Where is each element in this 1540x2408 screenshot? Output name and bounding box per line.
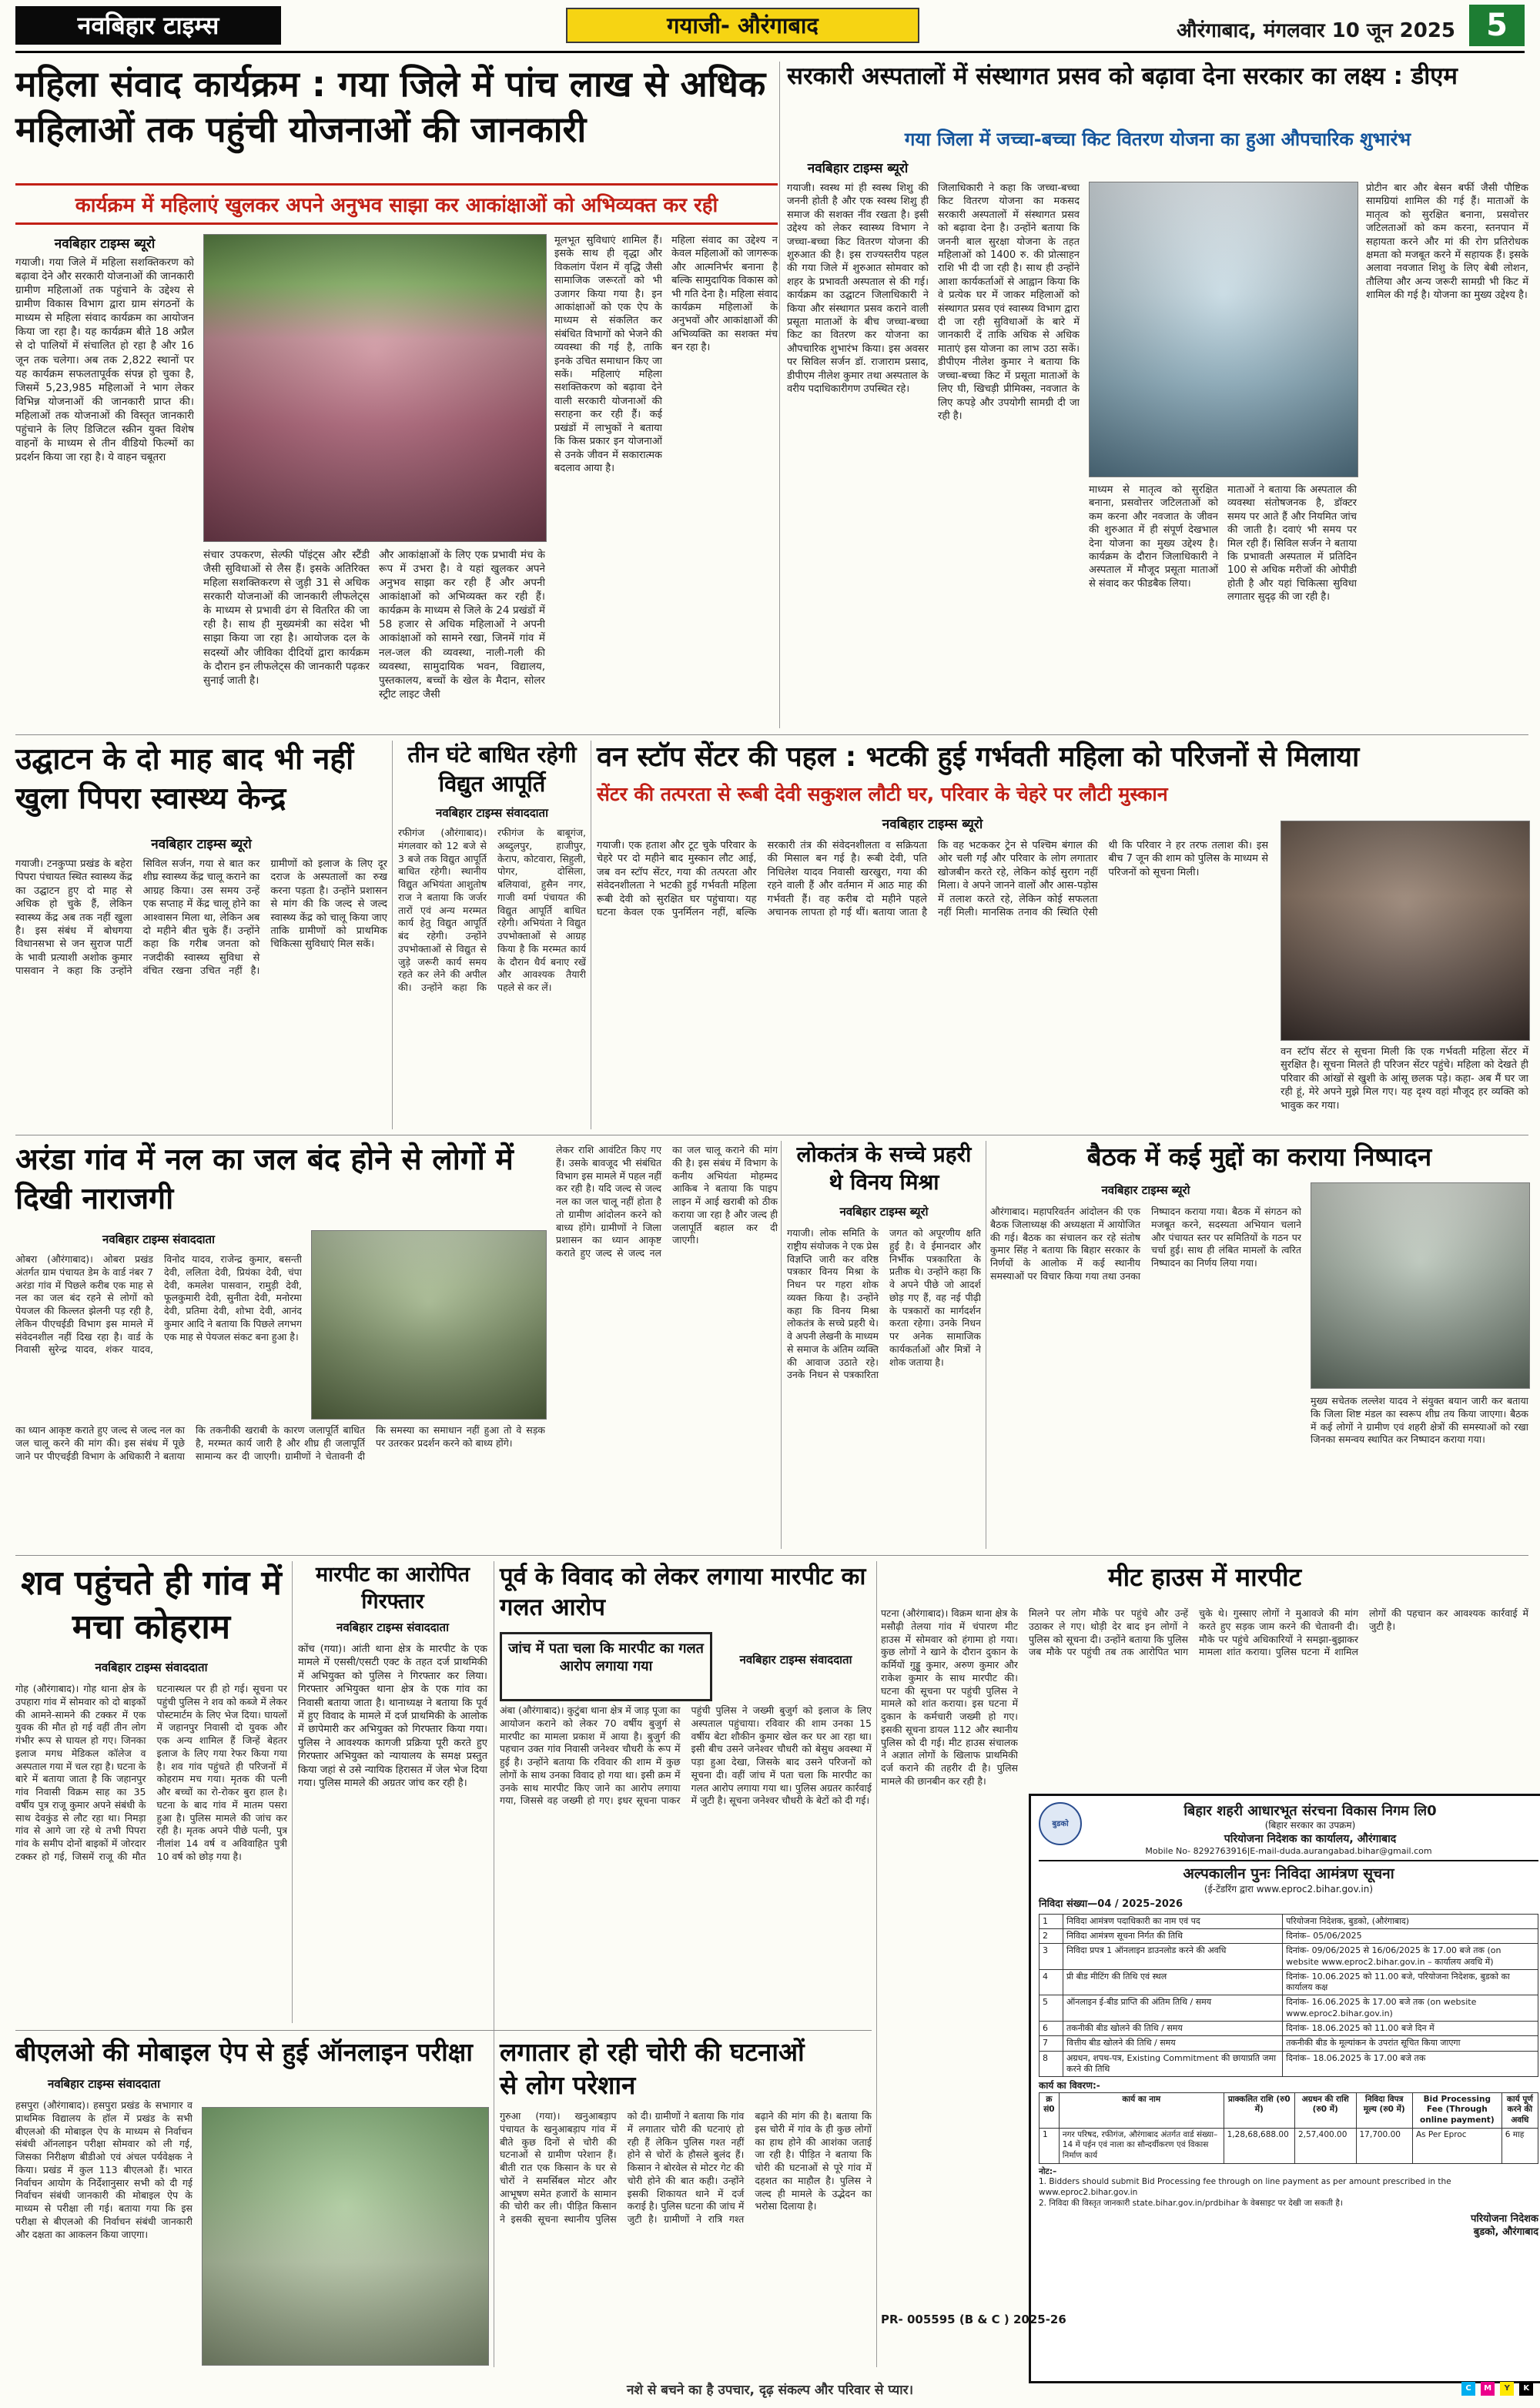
- article-headline: अरंडा गांव में नल का जल बंद होने से लोगों में दिखी नाराजगी: [15, 1142, 514, 1216]
- table-row: [1040, 1969, 1538, 1995]
- article-headline: उद्घाटन के दो माह बाद भी नहीं खुला पिपरा स्वास्थ्य केन्द्र: [15, 742, 354, 816]
- cell: 17,700.00: [1356, 2128, 1412, 2163]
- article-shav-kohram: [15, 1561, 287, 2023]
- article-vidyut-apurti: [398, 741, 586, 1129]
- column-header: प्राक्कलित राशि (रु0 में): [1224, 2092, 1294, 2128]
- article-headline: बीएलओ की मोबाइल ऐप से हुई ऑनलाइन परीक्षा: [15, 2037, 473, 2067]
- article-subhead: सेंटर की तत्परता से रूबी देवी सकुशल लौटी घर, परिवार के चेहरे पर लौटी मुस्कान: [597, 783, 1168, 805]
- row-number: 4: [1040, 1969, 1063, 1995]
- row-label: वित्तीय बीड खोलने की तिथि / समय: [1063, 2036, 1283, 2051]
- table-row: [1040, 2036, 1538, 2051]
- column-header: अग्रधन की राशि (रु0 में): [1294, 2092, 1356, 2128]
- ad-org-subtitle: (बिहार सरकार का उपक्रम): [1264, 1820, 1356, 1831]
- article-body: गयाजी। टनकुप्पा प्रखंड के बहेरा पिपरा पंचायत स्थित स्वास्थ्य केंद्र का उद्घाटन हुए दो माह से अधिक हो चुके हैं, लेकिन स्वास्थ्य केंद्र अब तक नहीं खुला है। इस संबंध में बोधगया विधानसभा से जन सुराज पार्टी के भावी प्रत्याशी अशोक कुमार पासवान ने कहा कि उन्होंने सिविल सर्जन, गया से बात कर शीघ्र स्वास्थ्य केंद्र चालू कराने का आग्रह किया। उस समय उन्हें एक सप्ताह में केंद्र चालू होने का आश्वासन मिला था, लेकिन अब दो महीने बीत चुके हैं। उन्होंने कहा कि गरीब जनता को नजदीकी स्वास्थ्य सुविधा से वंचित रखना उचित नहीं है। ग्रामीणों को इलाज के लिए दूर दराज के अस्पतालों का रुख करना पड़ता है। उन्होंने प्रशासन से मांग की कि जल्द से जल्द स्वास्थ्य केंद्र को चालू किया जाए ताकि ग्रामीणों को प्राथमिक चिकित्सा सुविधाएं मिल सकें।: [15, 858, 387, 978]
- row-value: परियोजना निदेशक, बुडको, (औरंगाबाद): [1283, 1914, 1538, 1928]
- article-body: ओबरा (औरंगाबाद)। ओबरा प्रखंड अंतर्गत ग्राम पंचायत डेम के वार्ड नंबर 7 अरंडा गांव में पिछले करीब एक माह से नल का जल बंद रहने से लोगों को पेयजल की किल्लत झेलनी पड़ रही है, लेकिन पीएचईडी विभाग इस मामले में संवेदनशील नहीं दिख रहा है। वार्ड के निवासी सुरेन्द्र यादव, शंकर यादव, विनोद यादव, राजेन्द्र कुमार, बसन्ती देवी, ललिता देवी, प्रियंका देवी, चंपा देवी, कमलेश पासवान, रामुड़ी देवी, फूलकुमारी देवी, सुनीता देवी, मनोरमा देवी, प्रतिमा देवी, शोभा देवी, आनंद कुमार आदि ने बताया कि पिछले लगभग एक माह से पेयजल संकट बना हुआ है।: [15, 1253, 302, 1356]
- article-body: कोंच (गया)। आंती थाना क्षेत्र के मारपीट के एक मामले में एससी/एसटी एक्ट के तहत दर्ज प्राथमिकी में अभियुक्त को पुलिस ने गिरफ्तार कर लिया। गिरफ्तार अभियुक्त थाना क्षेत्र के एक गांव का निवासी बताया जाता है। थानाध्यक्ष ने बताया कि पूर्व में हुए विवाद के मामले में दर्ज प्राथमिकी के आलोक में छापेमारी कर अभियुक्त को गिरफ्तार किया गया। पुलिस ने आवश्यक कागजी प्रक्रिया पूरी करते हुए गिरफ्तार अभियुक्त को न्यायालय के समक्ष प्रस्तुत किया जहां से उसे न्यायिक हिरासत में जेल भेज दिया गया। पुलिस मामले की अग्रतर जांच कर रही है।: [298, 1644, 487, 1790]
- article-kit-vitaran: [787, 62, 1528, 728]
- ad-office: परियोजना निदेशक का कार्यालय, औरंगाबाद: [1224, 1832, 1397, 1845]
- signature-title: परियोजना निदेशक: [1470, 2213, 1538, 2226]
- work-detail-table: [1039, 2092, 1538, 2164]
- print-registration-marks: [1460, 2379, 1533, 2396]
- cell: As Per Eproc: [1412, 2128, 1502, 2163]
- header-rule: [15, 51, 1525, 53]
- byline: नवबिहार टाइम्स संवाददाता: [336, 1620, 449, 1634]
- table-row: [1040, 2022, 1538, 2036]
- note-line: 1. Bidders should submit Bid Processing fee through on line payment as per amount prescribed in the www.eproc2.bihar.gov.in: [1039, 2177, 1451, 2197]
- table-row: [1040, 2128, 1538, 2163]
- article-aranda-nal-jal: [15, 1141, 778, 1549]
- row-label: तकनीकी बीड खोलने की तिथि / समय: [1063, 2022, 1283, 2036]
- byline: नवबिहार टाइम्स ब्यूरो: [151, 837, 252, 852]
- article-chori-pareshan: [500, 2036, 872, 2367]
- article-body: हसपुरा (औरंगाबाद)। हसपुरा प्रखंड के सभागार व प्राथमिक विद्यालय के हॉल में प्रखंड के सभी बीएलओ की मोबाइल ऐप के माध्यम से निर्वाचन संबंधी ऑनलाइन परीक्षा सोमवार को ली गई, जिसका निरीक्षण बीडीओ एवं अंचल पर्यवेक्षक ने किया। प्रखंड में कुल 113 बीएलओ हैं। भारत निर्वाचन आयोग के निर्देशानुसार सभी को दी गई निर्वाचन संबंधी जानकारी की मोबाइल ऐप के माध्यम से परीक्षा ली गई। बताया गया कि इस परीक्षा से बीएलओ की निर्वाचन संबंधी जानकारी और दक्षता का आकलन किया जाएगा।: [15, 2099, 192, 2240]
- column-header: कार्य पूर्ण करने की अवधि: [1502, 2092, 1538, 2128]
- ad-notice-subtitle: (ई-टेंडरिंग द्वारा www.eproc2.bihar.gov.in): [1204, 1884, 1374, 1895]
- table-row: [1040, 1914, 1538, 1928]
- article-vinay-mishra: [787, 1141, 981, 1549]
- article-headline: लोकतंत्र के सच्चे प्रहरी थे विनय मिश्रा: [796, 1142, 972, 1196]
- row-value: दिनांक– 18.06.2025 के 17.00 बजे तक: [1283, 2051, 1538, 2077]
- row-label: निविदा प्रपत्र 1 ऑनलाइन डाउनलोड करने की अवधि: [1063, 1944, 1283, 1970]
- cell: 1: [1040, 2128, 1060, 2163]
- article-body: अंबा (औरंगाबाद)। कुटुंबा थाना क्षेत्र में जाड़ पूजा का आयोजन कराने को लेकर 70 वर्षीय बुजुर्ग से मारपीट का मामला प्रकाश में आया है। बुजुर्ग की पहचान उक्त गांव निवासी जनेश्वर चौधरी के रूप में हुई है। उन्होंने बताया कि रविवार की शाम में कुछ लोगों के साथ उनका विवाद हो गया था। इसी क्रम में उनके साथ मारपीट किए जाने का आरोप लगाया गया, जिससे वह जख्मी हो गए। इधर सूचना पाकर पहुंची पुलिस ने जख्मी बुजुर्ग को इलाज के लिए अस्पताल पहुंचाया। रविवार की शाम उनका 15 वर्षीय बेटा शौकीन कुमार खेल कर घर आ रहा था। इसी बीच उसने जनेश्वर चौधरी को बेसुध अवस्था में पड़ा हुआ देखा, जिसके बाद उसने परिजनों को सूचना दी। वहीं जांच में पता चला कि मारपीट का गलत आरोप लगाया गया था। पुलिस अग्रतर कार्रवाई में जुटी है। सूचना जनेश्वर चौधरी के बेटों को दी गई।: [500, 1704, 872, 1807]
- article-body: गयाजी। स्वस्थ मां ही स्वस्थ शिशु की जननी होती है और एक स्वस्थ शिशु ही समाज की सशक्त नींव रखता है। इसी उद्देश्य को लेकर स्वास्थ्य विभाग ने जच्चा-बच्चा किट वितरण योजना की शुरुआत की है। इस राज्यस्तरीय पहल की गया जिले में शुरुआत सोमवार को शहर के प्रभावती अस्पताल से की गई। कार्यक्रम का उद्घाटन जिलाधिकारी ने किया और संस्थागत प्रसव कराने वाली प्रसूता माताओं के बीच जच्चा-बच्चा किट का वितरण कर योजना का औपचारिक शुभारंभ किया। इस अवसर पर सिविल सर्जन डॉ. राजाराम प्रसाद, डीपीएम नीलेश कुमार तथा अस्पताल के वरीय पदाधिकारीगण उपस्थित रहे।: [787, 182, 929, 396]
- ad-notes: [1039, 2167, 1538, 2209]
- row-value: तकनीकी बीड के मूल्यांकन के उपरांत सूचित किया जाएगा: [1283, 2036, 1538, 2051]
- row-value: दिनांक- 16.06.2025 के 17.00 बजे तक (on website www.eproc2.bihar.gov.in): [1283, 1995, 1538, 2022]
- column-header: क्र सं0: [1040, 2092, 1060, 2128]
- article-body: गयाजी। एक हताश और टूट चुके परिवार के चेहरे पर दो महीने बाद मुस्कान लौट आई, जब वन स्टॉप सेंटर, गया की तत्परता और संवेदनशीलता ने भटकी हुई गर्भवती महिला रूबी देवी को सुरक्षित घर पहुंचाया। यह घटना केवल एक पुनर्मिलन नहीं, बल्कि सरकारी तंत्र की संवेदनशीलता व सक्रियता की मिसाल बन गई है। रूबी देवी, पति निधिलेश यादव निवासी खरखुरा, गया की रहने वाली हैं और वर्तमान में आठ माह की गर्भवती हैं। वह करीब दो महीने पहले अचानक लापता हो गई थीं। बताया जाता है कि वह भटककर ट्रेन से पश्चिम बंगाल की ओर चली गईं और परिवार के लोग लगातार खोजबीन करते रहे, लेकिन कोई सुराग नहीं मिला। वे अपने जानने वालों और आस-पड़ोस में तलाश करते रहे, लेकिन कोई सफलता नहीं मिली। मानसिक तनाव की स्थिति ऐसी थी कि परिवार ने हर तरफ तलाश की। इस बीच 7 जून की शाम को पुलिस के माध्यम से परिजनों को सूचना मिली।: [597, 840, 1268, 919]
- ad-notice-title: अल्पकालीन पुनः निविदा आमंत्रण सूचना: [1183, 1865, 1394, 1883]
- section-divider: [15, 734, 1528, 735]
- dateline: औरंगाबाद, मंगलवार 10 जून 2025: [1177, 19, 1455, 42]
- footer-slogan: नशे से बचने का है उपचार, दृढ़ संकल्प और परिवार से प्यार।: [626, 2383, 914, 2398]
- row-value: दिनांक- 10.06.2025 को 11.00 बजे, परियोजना निदेशक, बुडको का कार्यालय कक्ष: [1283, 1969, 1538, 1995]
- article-subhead: कार्यक्रम में महिलाएं खुलकर अपने अनुभव साझा कर आकांक्षाओं को अभिव्यक्त कर रही: [15, 183, 778, 225]
- byline: नवबिहार टाइम्स ब्यूरो: [882, 817, 983, 832]
- article-body: लेकर राशि आवंटित किए गए हैं। उसके बावजूद भी संबंधित विभाग इस मामले में पहल नहीं कर रही है। यदि जल्द से जल्द नल का जल चालू नहीं होता है तो ग्रामीण आंदोलन करने को बाध्य होंगे। ग्रामीणों ने जिला प्रशासन का ध्यान आकृष्ट कराते हुए जल्द से जल्द नल का जल चालू कराने की मांग की है। इस संबंध में विभाग के कनीय अभियंता मोहम्मद आकिब ने बताया कि पाइप लाइन में आई खराबी को ठीक कराया जा रहा है और जल्द ही जलापूर्ति बहाल कर दी जाएगी।: [556, 1144, 778, 1259]
- article-headline: सरकारी अस्पतालों में संस्थागत प्रसव को बढ़ावा देना सरकार का लक्ष्य : डीएम: [787, 62, 1458, 90]
- table-header-row: [1040, 2092, 1538, 2128]
- pr-number: PR- 005595 (B & C ) 2025-26: [881, 2313, 1066, 2326]
- article-one-stop-center: [597, 741, 1528, 1129]
- row-label: ऑनलाइन ई-बीड प्राप्ति की अंतिम तिथि / समय: [1063, 1995, 1283, 2022]
- article-body: महिला संवाद का उद्देश्य न केवल महिलाओं को जागरूक और आत्मनिर्भर बनाना है बल्कि सामुदायिक विकास को भी गति देना है। महिला संवाद कार्यक्रम महिलाओं के अनुभवों और आकांक्षाओं की अभिव्यक्ति का सशक्त मंच बन रहा है।: [671, 235, 778, 354]
- cell: 1,28,68,688.00: [1224, 2128, 1294, 2163]
- article-body: रफीगंज (औरंगाबाद)। मंगलवार को 12 बजे से 3 बजे तक विद्युत आपूर्ति बाधित रहेगी। स्थानीय विद्युत अभियंता आशुतोष राज ने बताया कि जर्जर तारों एवं अन्य मरम्मत कार्य हेतु विद्युत आपूर्ति बंद रहेगी। उन्होंने उपभोक्ताओं से विद्युत से जुड़े जरूरी कार्य समय रहते कर लेने की अपील की। उन्होंने कहा कि रफीगंज के बाबूगंज, अब्दुलपुर, हाजीपुर, केराप, कोटवारा, सिहुली, पोगर, दोसिला, बलियावां, हुसैन नगर, गाजी वर्मा पंचायत की विद्युत आपूर्ति बाधित रहेगी। अभियंता ने विद्युत उपभोक्ताओं से आग्रह किया है कि मरम्मत कार्य के दौरान धैर्य बनाए रखें और आवश्यक तैयारी पहले से कर लें।: [398, 827, 586, 993]
- column-divider: [876, 1561, 877, 2367]
- work-table-label: कार्य का विवरण:-: [1039, 2080, 1100, 2092]
- byline: नवबिहार टाइम्स संवाददाता: [102, 1232, 215, 1246]
- article-body: गयाजी। लोक समिति के राष्ट्रीय संयोजक ने एक प्रेस विज्ञप्ति जारी कर वरिष्ठ पत्रकार विनय मिश्रा के निधन पर गहरा शोक व्यक्त किया है। उन्होंने कहा कि विनय मिश्रा लोकतंत्र के सच्चे प्रहरी थे। वे अपनी लेखनी के माध्यम से समाज के अंतिम व्यक्ति की आवाज उठाते रहे। उनके निधन से पत्रकारिता जगत को अपूरणीय क्षति हुई है। वे ईमानदार और निर्भीक पत्रकारिता के प्रतीक थे। उन्होंने कहा कि वे अपने पीछे जो आदर्श छोड़ गए हैं, वह नई पीढ़ी के पत्रकारों का मार्गदर्शन करता रहेगा। उनके निधन पर अनेक सामाजिक कार्यकर्ताओं और मित्रों ने शोक जताया है।: [787, 1227, 981, 1381]
- section-divider: [15, 1555, 1528, 1556]
- article-headline: महिला संवाद कार्यक्रम : गया जिले में पांच लाख से अधिक महिलाओं तक पहुंची योजनाओं की जानकारी: [15, 63, 766, 150]
- table-row: [1040, 1928, 1538, 1943]
- byline: नवबिहार टाइम्स संवाददाता: [739, 1653, 852, 1667]
- article-headline: बैठक में कई मुद्दों का कराया निष्पादन: [1086, 1142, 1432, 1172]
- article-baithak: [990, 1141, 1528, 1549]
- photo-mahila-samvad: [203, 234, 547, 542]
- page-number: 5: [1469, 5, 1525, 46]
- row-label: निविदा आमंत्रण सूचना निर्गत की तिथि: [1063, 1928, 1283, 1943]
- article-body: और आकांक्षाओं के लिए एक प्रभावी मंच के रूप में उभरा है। वे यहां खुलकर अपने अनुभव साझा कर रही हैं और अपनी आकांक्षाओं को अभिव्यक्त कर रही हैं। कार्यक्रम के माध्यम से जिले के 24 प्रखंडों में 58 हजार से अधिक महिलाओं ने अपनी आकांक्षाओं को सामने रखा, जिनमें गांव में नल-जल की व्यवस्था, नाली-गली की व्यवस्था, सामुदायिक भवन, विद्यालय, पुस्तकालय, बच्चों के खेल के मैदान, सोलर स्ट्रीट लाइट जैसी: [379, 549, 545, 701]
- note-line: 2. निविदा की विस्तृत जानकारी state.bihar.gov.in/prdbihar के वेबसाइट पर देखी जा सकती है।: [1039, 2198, 1343, 2208]
- row-label: प्री बीड मीटिंग की तिथि एवं स्थल: [1063, 1969, 1283, 1995]
- article-body: प्रोटीन बार और बेसन बर्फी जैसी पौष्टिक सामग्रियां शामिल की गई हैं। माताओं के मातृत्व को सुरक्षित बनाना, प्रसवोत्तर जटिलताओं को कम करना, स्तनपान में सहायता करने और मां की रोग प्रतिरोधक क्षमता को मजबूत करने में सहायक हैं। इसके अलावा नवजात शिशु के लिए बेबी लोशन, तौलिया और अन्य जरूरी सामग्री भी किट में शामिल की गई है। योजना का मुख्य उद्देश्य है।: [1366, 182, 1528, 302]
- byline: नवबिहार टाइम्स संवाददाता: [95, 1661, 208, 1674]
- article-headline: मारपीट का आरोपित गिरफ्तार: [316, 1563, 470, 1614]
- ad-org-name: बिहार शहरी आधारभूत संरचना विकास निगम लि0: [1183, 1803, 1437, 1819]
- tender-detail-table: [1039, 1914, 1538, 2078]
- article-body: औरंगाबाद। महापरिवर्तन आंदोलन की एक बैठक जिलाध्यक्ष की अध्यक्षता में आयोजित की गई। बैठक का संचालन कर रहे संतोष कुमार सिंह ने बताया कि बिहार सरकार के निर्णयों के आलोक में कई स्थानीय समस्याओं पर विचार किया गया तथा उनका निष्पादन कराया गया। बैठक में संगठन को मजबूत करने, सदस्यता अभियान चलाने और पंचायत स्तर पर समितियों के गठन पर चर्चा हुई। साथ ही लंबित मामलों के त्वरित निष्पादन का निर्णय लिया गया।: [990, 1206, 1301, 1282]
- section-divider: [15, 2030, 872, 2031]
- masthead: नवबिहार टाइम्स: [15, 6, 281, 45]
- article-body: पटना (औरंगाबाद)। विक्रम थाना क्षेत्र के मसौढ़ी तेलया गांव में चंपारण मीट हाउस में सोमवार को हंगामा हो गया। कुछ लोगों ने खाने के दौरान दुकान के कर्मियों गुड्डू कुमार, अरुण कुमार और राकेश कुमार के साथ मारपीट की। घटना की सूचना पर पहुंची पुलिस ने मामले को शांत कराया। इस घटना में दुकान के कर्मचारी जख्मी हो गए। इसकी सूचना डायल 112 और स्थानीय पुलिस को दी गई। मीट हाउस संचालक ने अज्ञात लोगों के खिलाफ प्राथमिकी दर्ज कराने की तहरीर दी है। पुलिस मामले की छानबीन कर रही है।: [881, 1607, 1018, 1787]
- article-blo-pariksha: [15, 2036, 487, 2367]
- article-body: माध्यम से मातृत्व को सुरक्षित बनाना, प्रसवोत्तर जटिलताओं को कम करना और नवजात के जीवन की शुरुआत में ही संपूर्ण देखभाल देना योजना का मुख्य उद्देश्य है। कार्यक्रम के दौरान जिलाधिकारी ने अस्पताल में मौजूद प्रसूता माताओं से संवाद कर फीडबैक लिया।: [1089, 484, 1218, 590]
- article-headline: शव पहुंचते ही गांव में मचा कोहराम: [21, 1564, 282, 1647]
- ad-tender-number: निविदा संख्या—04 / 2025–2026: [1039, 1898, 1183, 1910]
- byline: नवबिहार टाइम्स ब्यूरो: [807, 161, 909, 176]
- black-mark: K: [1519, 2382, 1533, 2396]
- byline: नवबिहार टाइम्स संवाददाता: [436, 806, 548, 820]
- cyan-mark: C: [1461, 2382, 1475, 2396]
- photo-baithak: [1311, 1182, 1530, 1389]
- table-row: [1040, 1944, 1538, 1970]
- note-label: नोट:–: [1039, 2166, 1057, 2176]
- byline: नवबिहार टाइम्स ब्यूरो: [1101, 1183, 1190, 1197]
- article-body: वन स्टॉप सेंटर से सूचना मिली कि एक गर्भवती महिला सेंटर में सुरक्षित है। सूचना मिलते ही परिजन सेंटर पहुंचे। महिला को देखते ही परिवार की आंखों से खुशी के आंसू छलक पड़े। कहा- अब मैं घर जा रही हूं, मेरे अपने मुझे मिल गए। यह दृश्य वहां मौजूद हर व्यक्ति को भावुक कर गया।: [1281, 1046, 1528, 1112]
- article-body: मुख्य सचेतक लल्लेश यादव ने संयुक्त बयान जारी कर बताया कि जिला शिष्ट मंडल का स्वरूप शीघ्र तय किया जाएगा। बैठक में कई लोगों ने ग्रामीण एवं शहरी क्षेत्रों की समस्याओं को रखा जिनका समन्वय स्थापित कर निष्पादन कराया गया।: [1311, 1395, 1528, 1446]
- column-divider: [779, 62, 780, 728]
- column-divider: [781, 1141, 782, 1549]
- row-value: दिनांक– 05/06/2025: [1283, 1928, 1538, 1943]
- row-number: 3: [1040, 1944, 1063, 1970]
- article-headline: पूर्व के विवाद को लेकर लगाया मारपीट का गलत आरोप: [500, 1563, 866, 1622]
- article-pipra-kendra: [15, 741, 387, 1129]
- ad-signature: [1039, 2213, 1538, 2239]
- article-headline: लगातार हो रही चोरी की घटनाओं से लोग परेशान: [500, 2037, 805, 2100]
- budco-logo: बुडको: [1039, 1802, 1082, 1845]
- cell: नगर परिषद, रफीगंज, औरंगाबाद अंतर्गत वार्ड संख्या–14 में पईन एवं नाला का सौन्दर्यीकरण एवं विकास निर्माण कार्य: [1059, 2128, 1224, 2163]
- row-label: अग्रधन, शपथ-पत्र, Existing Commitment की छायाप्रति जमा करने की तिथि: [1063, 2051, 1283, 2077]
- article-body: गयाजी। गया जिले में महिला सशक्तिकरण को बढ़ावा देने और सरकारी योजनाओं की जानकारी ग्रामीण महिलाओं तक पहुंचाने के उद्देश्य से ग्रामीण विकास विभाग द्वारा ग्राम संगठनों के माध्यम से महिला संवाद कार्यक्रम का आयोजन किया जा रहा है। यह कार्यक्रम बीते 18 अप्रैल से दो पालियों में संचालित हो रहा है और 16 जून तक चलेगा। अब तक 2,822 स्थानों पर यह कार्यक्रम सफलतापूर्वक संपन्न हो चुका है, जिसमें 5,23,985 महिलाओं ने भाग लेकर विभिन्न योजनाओं की जानकारी प्राप्त की। महिलाओं तक योजनाओं की विस्तृत जानकारी पहुंचाने के लिए डिजिटल स्क्रीन युक्त विशेष वाहनों के माध्यम से तीन वीडियो फिल्मों का प्रदर्शन किया जा रहा है। ये वाहन चबूतरा: [15, 256, 194, 464]
- cell: 6 माह: [1502, 2128, 1538, 2163]
- row-value: दिनांक- 18.06.2025 को 11.00 बजे दिन में: [1283, 2022, 1538, 2036]
- article-body: मूलभूत सुविधाएं शामिल हैं। इसके साथ ही वृद्धा और विकलांग पेंशन में वृद्धि जैसी सामाजिक जरूरतों को भी उजागर किया गया है। इन आकांक्षाओं को एक ऐप के माध्यम से संकलित कर संबंधित विभागों को भेजने की व्यवस्था की गई है, ताकि इनके उचित समाधान किए जा सकें। महिलाएं महिला सशक्तिकरण को बढ़ावा देने वाली सरकारी योजनाओं की सराहना कर रही हैं। कई प्रखंडों में लाभुकों ने बताया कि किस प्रकार इन योजनाओं से उनके जीवन में सकारात्मक बदलाव आया है।: [554, 235, 662, 474]
- column-divider: [392, 741, 393, 1129]
- article-mahila-samvad: [15, 62, 778, 728]
- article-headline: वन स्टॉप सेंटर की पहल : भटकी हुई गर्भवती महिला को परिजनों से मिलाया: [597, 741, 1360, 773]
- row-number: 6: [1040, 2022, 1063, 2036]
- signature-office: बुडको, औरंगाबाद: [1473, 2226, 1538, 2239]
- row-number: 2: [1040, 1928, 1063, 1943]
- article-body: गुरुआ (गया)। खनुआबड़ाप पंचायत के खनुआबड़ाप गांव में बीते कुछ दिनों से चोरी की घटनाओं से ग्रामीण परेशान हैं। बीती रात एक किसान के घर से चोरों ने समर्सिबल मोटर और आभूषण समेत हजारों के सामान की चोरी कर ली। पीड़ित किसान ने इसकी सूचना स्थानीय पुलिस को दी। ग्रामीणों ने बताया कि गांव में लगातार चोरी की घटनाएं हो रही हैं लेकिन पुलिस गश्त नहीं होने से चोरों के हौसले बुलंद हैं। किसान ने बोरवेल से मोटर गेट की चोरी होने की बात कही। उन्होंने इसकी शिकायत थाने में दर्ज कराई है। पुलिस घटना की जांच में जुटी है। ग्रामीणों ने रात्रि गश्त बढ़ाने की मांग की है। बताया कि इस चोरी में गांव के ही कुछ लोगों का हाथ होने की आशंका जताई जा रही है। पीड़ित ने बताया कि चोरी की घटनाओं से पूरे गांव में दहशत का माहौल है। पुलिस ने जल्द ही मामले के उद्भेदन का भरोसा दिलाया है।: [500, 2110, 872, 2225]
- photo-aranda-village: [311, 1230, 547, 1420]
- row-label: निविदा आमंत्रण पदाधिकारी का नाम एवं पद: [1063, 1914, 1283, 1928]
- article-body: मिलने पर लोग मौके पर पहुंचे और उन्हें उठाकर ले गए। थोड़ी देर बाद इन लोगों ने पुलिस को सूचना दी। उन्होंने बताया कि पुलिस जब मौके पर पहुंची तब तक आरोपित भाग चुके थे। गुस्साए लोगों ने मुआवजे की मांग करते हुए सड़क जाम करने की चेतावनी दी। मौके पर पहुंचे अधिकारियों ने समझा-बुझाकर मामला शांत कराया। पुलिस घटना में शामिल लोगों की पहचान कर आवश्यक कार्रवाई में जुटी है।: [1029, 1607, 1528, 1658]
- table-row: [1040, 1995, 1538, 2022]
- column-divider: [292, 1561, 293, 2023]
- article-subhead: गया जिला में जच्चा-बच्चा किट वितरण योजना का हुआ औपचारिक शुभारंभ: [904, 129, 1411, 150]
- tender-advertisement: [1029, 1794, 1540, 2383]
- edition-strip: गयाजी- औरंगाबाद: [566, 8, 919, 43]
- article-headline: मीट हाउस में मारपीट: [1107, 1562, 1302, 1592]
- byline: नवबिहार टाइम्स ब्यूरो: [839, 1205, 929, 1219]
- row-number: 1: [1040, 1914, 1063, 1928]
- article-body: जिलाधिकारी ने कहा कि जच्चा-बच्चा किट वितरण योजना का मकसद सरकारी अस्पतालों में संस्थागत प्रसव को बढ़ावा देना है। उन्होंने बताया कि जननी बाल सुरक्षा योजना के तहत महिलाओं को 1400 रु. की प्रोत्साहन राशि भी दी जा रही है। साथ ही उन्होंने आशा कार्यकर्ताओं से आह्वान किया कि वे प्रत्येक घर में जाकर महिलाओं को संस्थागत प्रसव एवं स्वास्थ्य विभाग द्वारा दी जा रही सुविधाओं के बारे में जानकारी दें ताकि अधिक से अधिक माताएं इस योजना का लाभ उठा सकें। डीपीएम नीलेश कुमार ने बताया कि जच्चा-बच्चा किट में प्रसूता माताओं के लिए घी, खिचड़ी प्रीमिक्स, नवजात के लिए कपड़े और उपयोगी सामग्री दी जा रही है।: [938, 182, 1080, 422]
- photo-one-stop-center: [1281, 821, 1530, 1041]
- photo-blo-exam: [202, 2107, 489, 2366]
- row-number: 7: [1040, 2036, 1063, 2051]
- table-row: [1040, 2051, 1538, 2077]
- cell: 2,57,400.00: [1294, 2128, 1356, 2163]
- column-header: Bid Processing Fee (Through online payment): [1412, 2092, 1502, 2128]
- article-aaropit-giraftar: [298, 1561, 487, 2023]
- article-body: गोह (औरंगाबाद)। गोह थाना क्षेत्र के उपहारा गांव में सोमवार को दो बाइकों की आमने-सामने की टक्कर में एक युवक की मौत हो गई वहीं तीन लोग गंभीर रूप से घायल हो गए। जिनका इलाज मगध मेडिकल कॉलेज व अस्पताल गया में चल रहा है। घटना के बारे में बताया जाता है कि जहानपुर गांव निवासी विक्रम साह का 35 वर्षीय पुत्र राजू कुमार अपने संबंधी के साथ देवकुंड से लौट रहा था। निमड़ा गांव से आगे जा रहे थे तभी पिपरा गांव के समीप दोनों बाइकों में जोरदार टक्कर हो गई, जिसमें राजू की मौत घटनास्थल पर ही हो गई। सूचना पर पहुंची पुलिस ने शव को कब्जे में लेकर पोस्टमार्टम के लिए भेज दिया। घायलों में जहानपुर निवासी दो युवक और एक अन्य शामिल हैं जिन्हें बेहतर इलाज के लिए गया रेफर किया गया है। शव गांव पहुंचते ही परिजनों में कोहराम मच गया। मृतक की पत्नी और बच्चों का रो-रोकर बुरा हाल है। घटना के बाद गांव में मातम पसरा हुआ है। पुलिस मामले की जांच कर रही है। मृतक अपने पीछे पत्नी, पुत्र नीलांश 14 वर्ष व अविवाहित पुत्री 10 वर्ष को छोड़ गया है।: [15, 1683, 287, 1862]
- row-number: 5: [1040, 1995, 1063, 2022]
- column-header: निविदा विपत्र मूल्य (रु0 में): [1356, 2092, 1412, 2128]
- yellow-mark: Y: [1500, 2382, 1514, 2396]
- article-body: माताओं ने बताया कि अस्पताल की व्यवस्था संतोषजनक है, डॉक्टर समय पर आते हैं और नियमित जांच की जाती है। दवाएं भी समय पर मिल रही हैं। सिविल सर्जन ने बताया कि प्रभावती अस्पताल में प्रतिदिन 100 से अधिक मरीजों की ओपीडी होती है और यहां चिकित्सा सुविधा लगातार सुदृढ़ की जा रही है।: [1227, 484, 1357, 604]
- column-header: कार्य का नाम: [1059, 2092, 1224, 2128]
- ad-header: [1039, 1802, 1538, 1861]
- article-body: संचार उपकरण, सेल्फी पॉइंट्स और स्टैंडी जैसी सुविधाओं से लैस हैं। इसके अतिरिक्त महिला सशक्तिकरण से जुड़ी 31 से अधिक सरकारी योजनाओं की जानकारी लीफलेट्स के माध्यम से प्रभावी ढंग से वितरित की जा रही है। साथ ही मुख्यमंत्री का संदेश भी साझा किया जा रहा है। आयोजक दल के सदस्यों और जीविका दीदियों द्वारा कार्यक्रम के दौरान इन लीफलेट्स की जानकारी पढ़कर सुनाई जाती है।: [203, 549, 370, 687]
- article-body: का ध्यान आकृष्ट कराते हुए जल्द से जल्द नल का जल चालू करने की मांग की। इस संबंध में पूछे जाने पर पीएचईडी विभाग के अधिकारी ने बताया कि तकनीकी खराबी के कारण जलापूर्ति बाधित है, मरम्मत कार्य जारी है और शीघ्र ही जलापूर्ति सामान्य कर दी जाएगी। ग्रामीणों ने चेतावनी दी कि समस्या का समाधान नहीं हुआ तो वे सड़क पर उतरकर प्रदर्शन करने को बाध्य होंगे।: [15, 1424, 545, 1462]
- row-value: दिनांक- 09/06/2025 से 16/06/2025 के 17.00 बजे तक (on website www.eproc2.bihar.gov.in – कार्यालय अवधि में): [1283, 1944, 1538, 1970]
- magenta-mark: M: [1481, 2382, 1495, 2396]
- byline: नवबिहार टाइम्स संवाददाता: [48, 2077, 160, 2091]
- ad-contact: Mobile No- 8292763916|E-mail-duda.aurangabad.bihar@gmail.com: [1039, 1846, 1538, 1861]
- article-galat-aarop: [500, 1561, 872, 2023]
- photo-kit-vitaran: [1089, 182, 1358, 477]
- row-number: 8: [1040, 2051, 1063, 2077]
- byline: नवबिहार टाइम्स ब्यूरो: [54, 236, 156, 252]
- article-headline: तीन घंटे बाधित रहेगी विद्युत आपूर्ति: [407, 741, 577, 797]
- highlight-box: जांच में पता चला कि मारपीट का गलत आरोप लगाया गया: [500, 1632, 712, 1701]
